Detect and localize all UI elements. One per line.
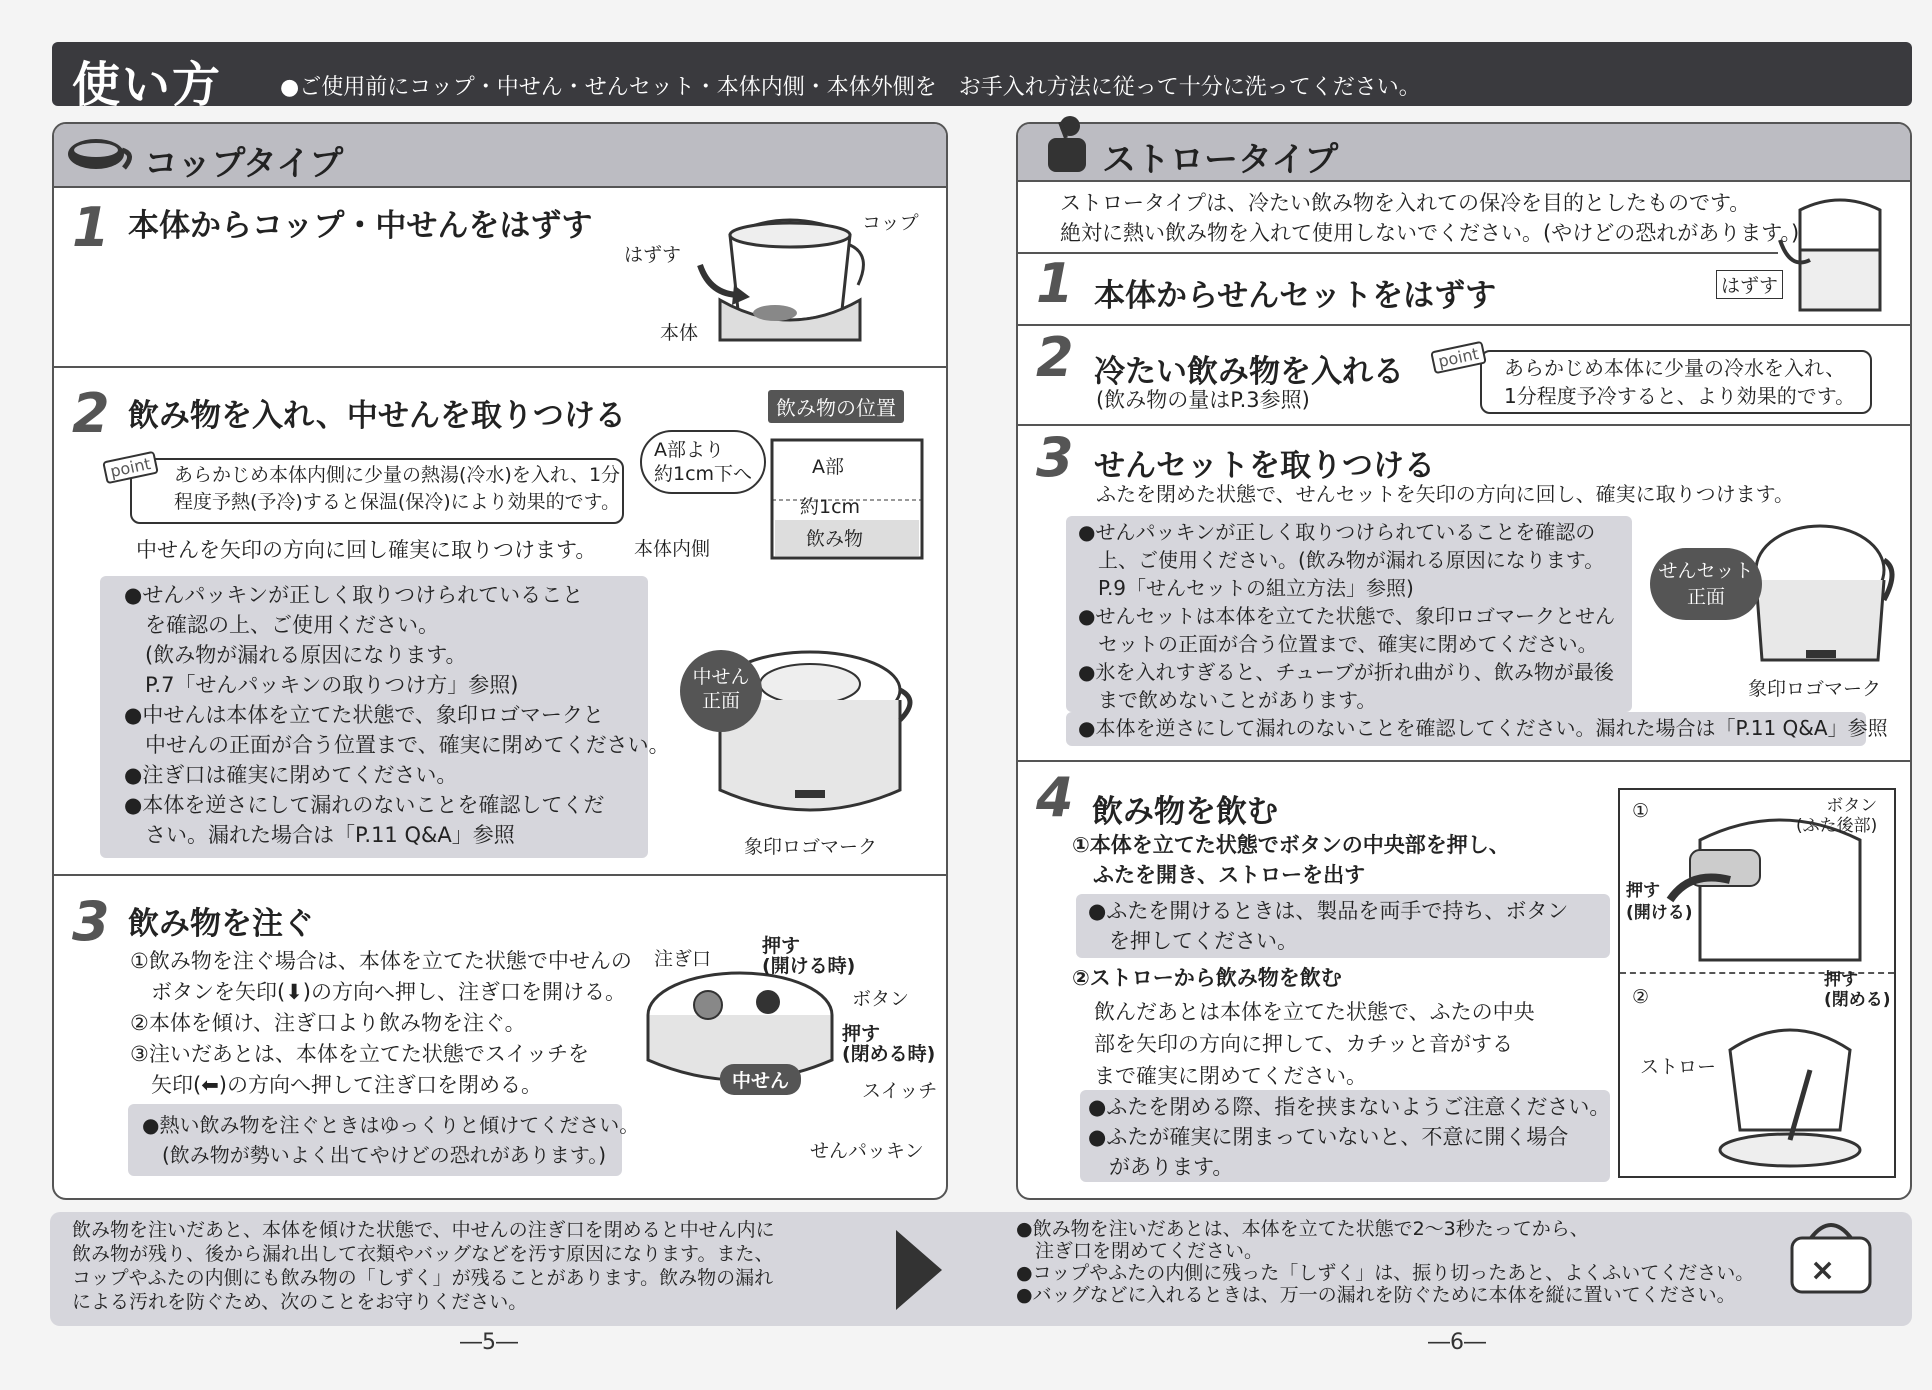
step1-number: 1 — [72, 196, 110, 259]
cup-type-title: コップタイプ — [144, 144, 344, 184]
straw-bottle-icon — [1036, 116, 1096, 176]
straw-type-header — [1018, 124, 1910, 182]
cup-removal-illustration — [690, 205, 870, 355]
r-step1-number: 1 — [1036, 252, 1074, 315]
r-drink-text: 飲んだあとは本体を立てた状態で、ふたの中央 部を矢印の方向に押して、カチッと音がする まで確実に閉めてください。 — [1094, 1000, 1535, 1088]
page-number-right: ―6― — [1428, 1330, 1486, 1355]
inner-body-label: 本体内側 — [634, 538, 711, 560]
close-lid-illustration — [1700, 1010, 1880, 1170]
spout-label: 注ぎ口 — [654, 948, 712, 970]
arrow-right-icon — [896, 1230, 946, 1310]
switch-label: スイッチ — [862, 1080, 938, 1102]
packing-label: せんパッキン — [810, 1140, 924, 1162]
r-remove-label: はずす — [1716, 270, 1783, 299]
point-text: あらかじめ本体内側に少量の熱湯(冷水)を入れ、1分 程度予熱(予冷)すると保温(保冷)により効果的です。 — [174, 464, 621, 513]
bottom-left-text: 飲み物を注いだあと、本体を傾けた状態で、中せんの注ぎ口を閉めると中せん内に 飲み物が残り、後から漏れ出して衣類やバッグなどを汚す原因になります。また、 コップやふたの内側にも飲み物の「しずく」が残ることがあります。飲み物の漏れ による汚れを防ぐため、次のことをお守りください。 — [72, 1219, 775, 1313]
fig2-number: ② — [1632, 986, 1650, 1008]
a-part-bubble: A部より 約1cm下へ — [640, 430, 766, 494]
straw-bottle-illustration — [1780, 190, 1900, 310]
svg-text:×: × — [1810, 1253, 1836, 1288]
r-drink-title: ②ストローから飲み物を飲む — [1072, 966, 1342, 990]
page-number-left: ―5― — [460, 1330, 518, 1355]
fig1-push-label: 押す (開ける) — [1626, 881, 1693, 923]
push-close-label: 押す (閉める時) — [842, 1023, 936, 1065]
cup-icon — [64, 136, 134, 176]
divider — [1018, 424, 1910, 426]
fig2-straw-label: ストロー — [1640, 1056, 1717, 1078]
r-step4-open: ①本体を立てた状態でボタンの中央部を押し、 ふたを開き、ストローを出す — [1072, 833, 1510, 887]
cup-type-header — [54, 124, 946, 188]
r-logo-mark-label: 象印ロゴマーク — [1748, 678, 1882, 700]
one-cm-label: 約1cm — [800, 496, 861, 518]
divider — [1018, 252, 1778, 254]
r-leak-note: ●本体を逆さにして漏れのないことを確認してください。漏れた場合は「P.11 Q&A」参照 — [1078, 716, 1888, 740]
a-part-label: A部 — [812, 456, 844, 478]
divider — [54, 874, 946, 876]
page-title: 使い方 — [72, 57, 223, 113]
r-step3-title: せんセットを取りつける — [1094, 448, 1435, 484]
r-open-note: ●ふたを開けるときは、製品を両手で持ち、ボタン を押してください。 — [1088, 899, 1569, 953]
instruction-text: 中せんを矢印の方向に回し確実に取りつけます。 — [136, 538, 597, 562]
remove-label: はずす — [624, 244, 682, 266]
divider — [54, 366, 946, 368]
nakasen-front-badge: 中せん 正面 — [680, 650, 762, 732]
hot-drink-note: ●熱い飲み物を注ぐときはゆっくりと傾けてください。 (飲み物が勢いよく出てやけどの恐れがあります。) — [142, 1113, 640, 1167]
cup-label: コップ — [862, 212, 919, 234]
r-step1-title: 本体からせんセットをはずす — [1094, 278, 1497, 314]
r-step2-number: 2 — [1036, 326, 1074, 389]
fig1-button-label: ボタン (ふた後部) — [1796, 796, 1878, 836]
nakasen-badge: 中せん — [720, 1064, 801, 1095]
push-open-label: 押す (開ける時) — [762, 935, 856, 977]
header-note: ●ご使用前にコップ・中せん・せんセット・本体内側・本体外側を お手入れ方法に従って十分に洗ってください。 — [280, 75, 1421, 100]
step2-title: 飲み物を入れ、中せんを取りつける — [128, 398, 626, 434]
point-label: point — [102, 451, 158, 484]
step3-number: 3 — [72, 890, 110, 953]
r-step3-number: 3 — [1036, 426, 1074, 489]
step2-number: 2 — [72, 382, 110, 445]
r-step2-title: 冷たい飲み物を入れる — [1094, 354, 1404, 390]
r-caution-bullets: ●せんパッキンが正しく取りつけられていることを確認の 上、ご使用ください。(飲み物が漏れる原因になります。 P.9「せんセットの組立方法」参照) ●せんセットは本体を立てた状態で、象印ロゴマークとせん セットの正面が合う位置まで、確実に閉めてください。 ●氷を入れすぎると、チューブが折れ曲がり、飲み物が最後 まで飲めないことがあります。 — [1078, 520, 1616, 712]
bottom-right-text: ●飲み物を注いだあとは、本体を立てた状態で2～3秒たってから、 注ぎ口を閉めてください。 ●コップやふたの内側に残った「しずく」は、振り切ったあと、よくふいてください。 ●バッグなどに入れるときは、万一の漏れを防ぐために本体を縦に置いてください。 — [1016, 1218, 1755, 1306]
caution-bullets: ●せんパッキンが正しく取りつけられていること を確認の上、ご使用ください。 (飲み物が漏れる原因になります。 P.7「せんパッキンの取りつけ方」参照) ●中せんは本体を立てた状態で、象印ロゴマークと 中せんの正面が合う位置まで、確実に閉めてください。 ●注ぎ口は確実に閉めてください。 ●本体を逆さにして漏れのないことを確認してくだ さい。漏れた場合は「P.11 Q&A」参照 — [124, 583, 670, 847]
r-step4-title: 飲み物を飲む — [1092, 794, 1278, 830]
drink-label: 飲み物 — [806, 528, 864, 550]
drink-position-badge: 飲み物の位置 — [768, 390, 904, 423]
divider — [1018, 324, 1910, 326]
bag-warning-icon — [1786, 1218, 1876, 1298]
r-step4-number: 4 — [1036, 766, 1074, 829]
divider — [1018, 760, 1910, 762]
pour-instructions: ①飲み物を注ぐ場合は、本体を立てた状態で中せんの ボタンを矢印(⬇)の方向へ押し、注ぎ口を開ける。 ②本体を傾け、注ぎ口より飲み物を注ぐ。 ③注いだあとは、本体を立てた状態でスイッチを 矢印(⬅)の方向へ押して注ぎ口を閉める。 — [130, 949, 632, 1097]
straw-intro: ストロータイプは、冷たい飲み物を入れての保冷を目的としたものです。 絶対に熱い飲み物を入れて使用しないでください。(やけどの恐れがあります。) — [1060, 191, 1800, 245]
fig2-push-label: 押す (閉める) — [1824, 970, 1891, 1010]
r-step3-instruction: ふたを閉めた状態で、せんセットを矢印の方向に回し、確実に取りつけます。 — [1096, 482, 1794, 506]
straw-type-title: ストロータイプ — [1102, 140, 1339, 180]
r-point-text: あらかじめ本体に少量の冷水を入れ、 1分程度予冷すると、より効果的です。 — [1504, 356, 1856, 408]
r-finger-notes: ●ふたを閉める際、指を挟まないようご注意ください。 ●ふたが確実に閉まっていないと、不意に開く場合 があります。 — [1088, 1095, 1611, 1179]
fig1-number: ① — [1632, 800, 1650, 822]
stopper-front-badge: せんセット 正面 — [1650, 548, 1762, 620]
r-step2-sub: (飲み物の量はP.3参照) — [1096, 388, 1310, 412]
r-point-label: point — [1430, 341, 1486, 374]
button-label: ボタン — [852, 988, 910, 1010]
body-label: 本体 — [660, 322, 699, 344]
logo-mark-label: 象印ロゴマーク — [744, 836, 878, 858]
step3-title: 飲み物を注ぐ — [128, 906, 314, 942]
step1-title: 本体からコップ・中せんをはずす — [128, 208, 593, 244]
stopper-set-illustration — [1740, 510, 1900, 680]
